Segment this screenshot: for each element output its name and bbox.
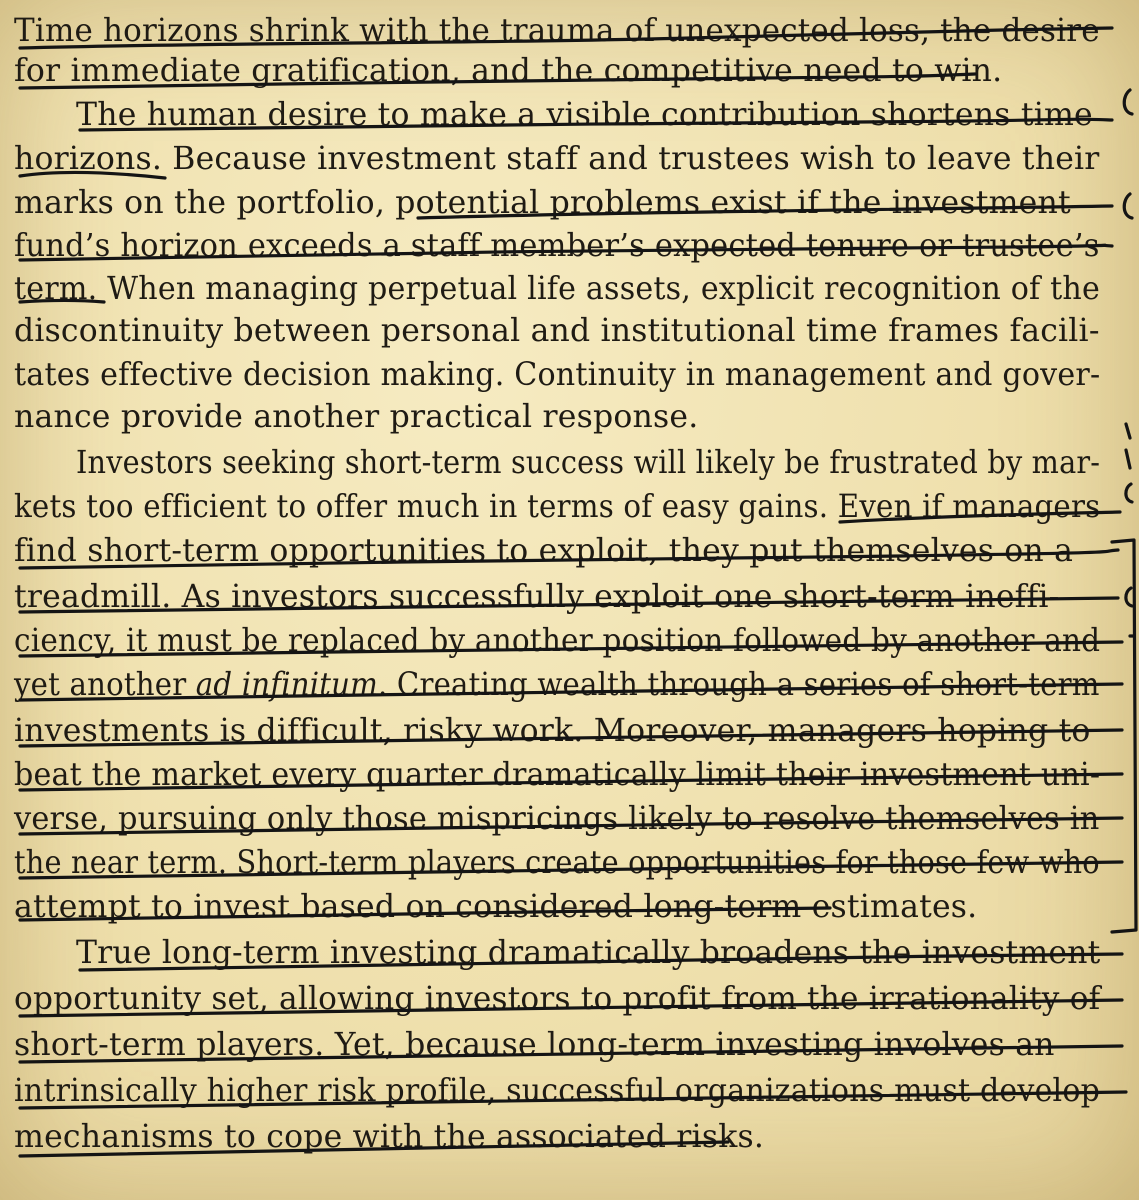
margin-mark <box>1126 588 1132 606</box>
text-line: ciency, it must be replaced by another position followed by another and <box>14 623 1101 659</box>
text-line <box>14 662 1100 708</box>
text-line: horizons. Because investment staff and trustees wish to leave their <box>14 141 1100 177</box>
text-line: kets too efficient to offer much in terms of easy gains. Even if managers <box>14 489 1101 525</box>
paragraph-first-line: True long-term investing dramatically broadens the investment <box>76 935 1101 971</box>
margin-mark <box>1126 484 1132 502</box>
text-line: nance provide another practical response. <box>14 399 699 435</box>
italic-phrase: ad infinitum <box>195 667 379 703</box>
text-line: verse, pursuing only those mispricings likely to resolve themselves in <box>14 801 1100 837</box>
margin-bracket <box>1112 540 1136 932</box>
paragraph-first-line: The human desire to make a visible contribution shortens time <box>76 97 1093 133</box>
text-line: tates effective decision making. Continuity in management and gover- <box>14 357 1101 393</box>
text-line: marks on the portfolio, potential problems exist if the investment <box>14 185 1071 221</box>
text-line: for immediate gratification, and the competitive need to win. <box>14 53 1003 89</box>
paragraph-first-line: Investors seeking short-term success will likely be frustrated by mar- <box>76 445 1101 481</box>
text-line: term. When managing perpetual life assets, explicit recognition of the <box>14 271 1101 307</box>
text-line: fund’s horizon exceeds a staff member’s expected tenure or trustee’s <box>14 228 1100 264</box>
text-line: Time horizons shrink with the trauma of unexpected loss, the desire <box>14 13 1100 49</box>
margin-mark <box>1126 424 1130 468</box>
text-line: opportunity set, allowing investors to profit from the irrationality of <box>14 981 1101 1017</box>
text-line: short-term players. Yet, because long-term investing involves an <box>14 1027 1055 1063</box>
text-line: intrinsically higher risk profile, successful organizations must develop <box>14 1073 1101 1109</box>
text-line: mechanisms to cope with the associated risks. <box>14 1119 765 1155</box>
text-line: find short-term opportunities to exploit, they put themselves on a <box>14 533 1074 569</box>
text-line: treadmill. As investors successfully exploit one short-term ineffi- <box>14 579 1060 615</box>
margin-mark <box>1124 194 1132 218</box>
text-segment: . Creating wealth through a series of short-term <box>378 667 1100 703</box>
text-line: attempt to invest based on considered long-term estimates. <box>14 889 978 925</box>
margin-mark <box>1124 90 1132 114</box>
text-segment: yet another <box>14 667 196 703</box>
text-line: beat the market every quarter dramatically limit their investment uni- <box>14 757 1101 793</box>
text-line: the near term. Short-term players create opportunities for those few who <box>14 845 1100 881</box>
text-line: discontinuity between personal and institutional time frames facili- <box>14 313 1100 349</box>
text-line: investments is difficult, risky work. Moreover, managers hoping to <box>14 713 1091 749</box>
